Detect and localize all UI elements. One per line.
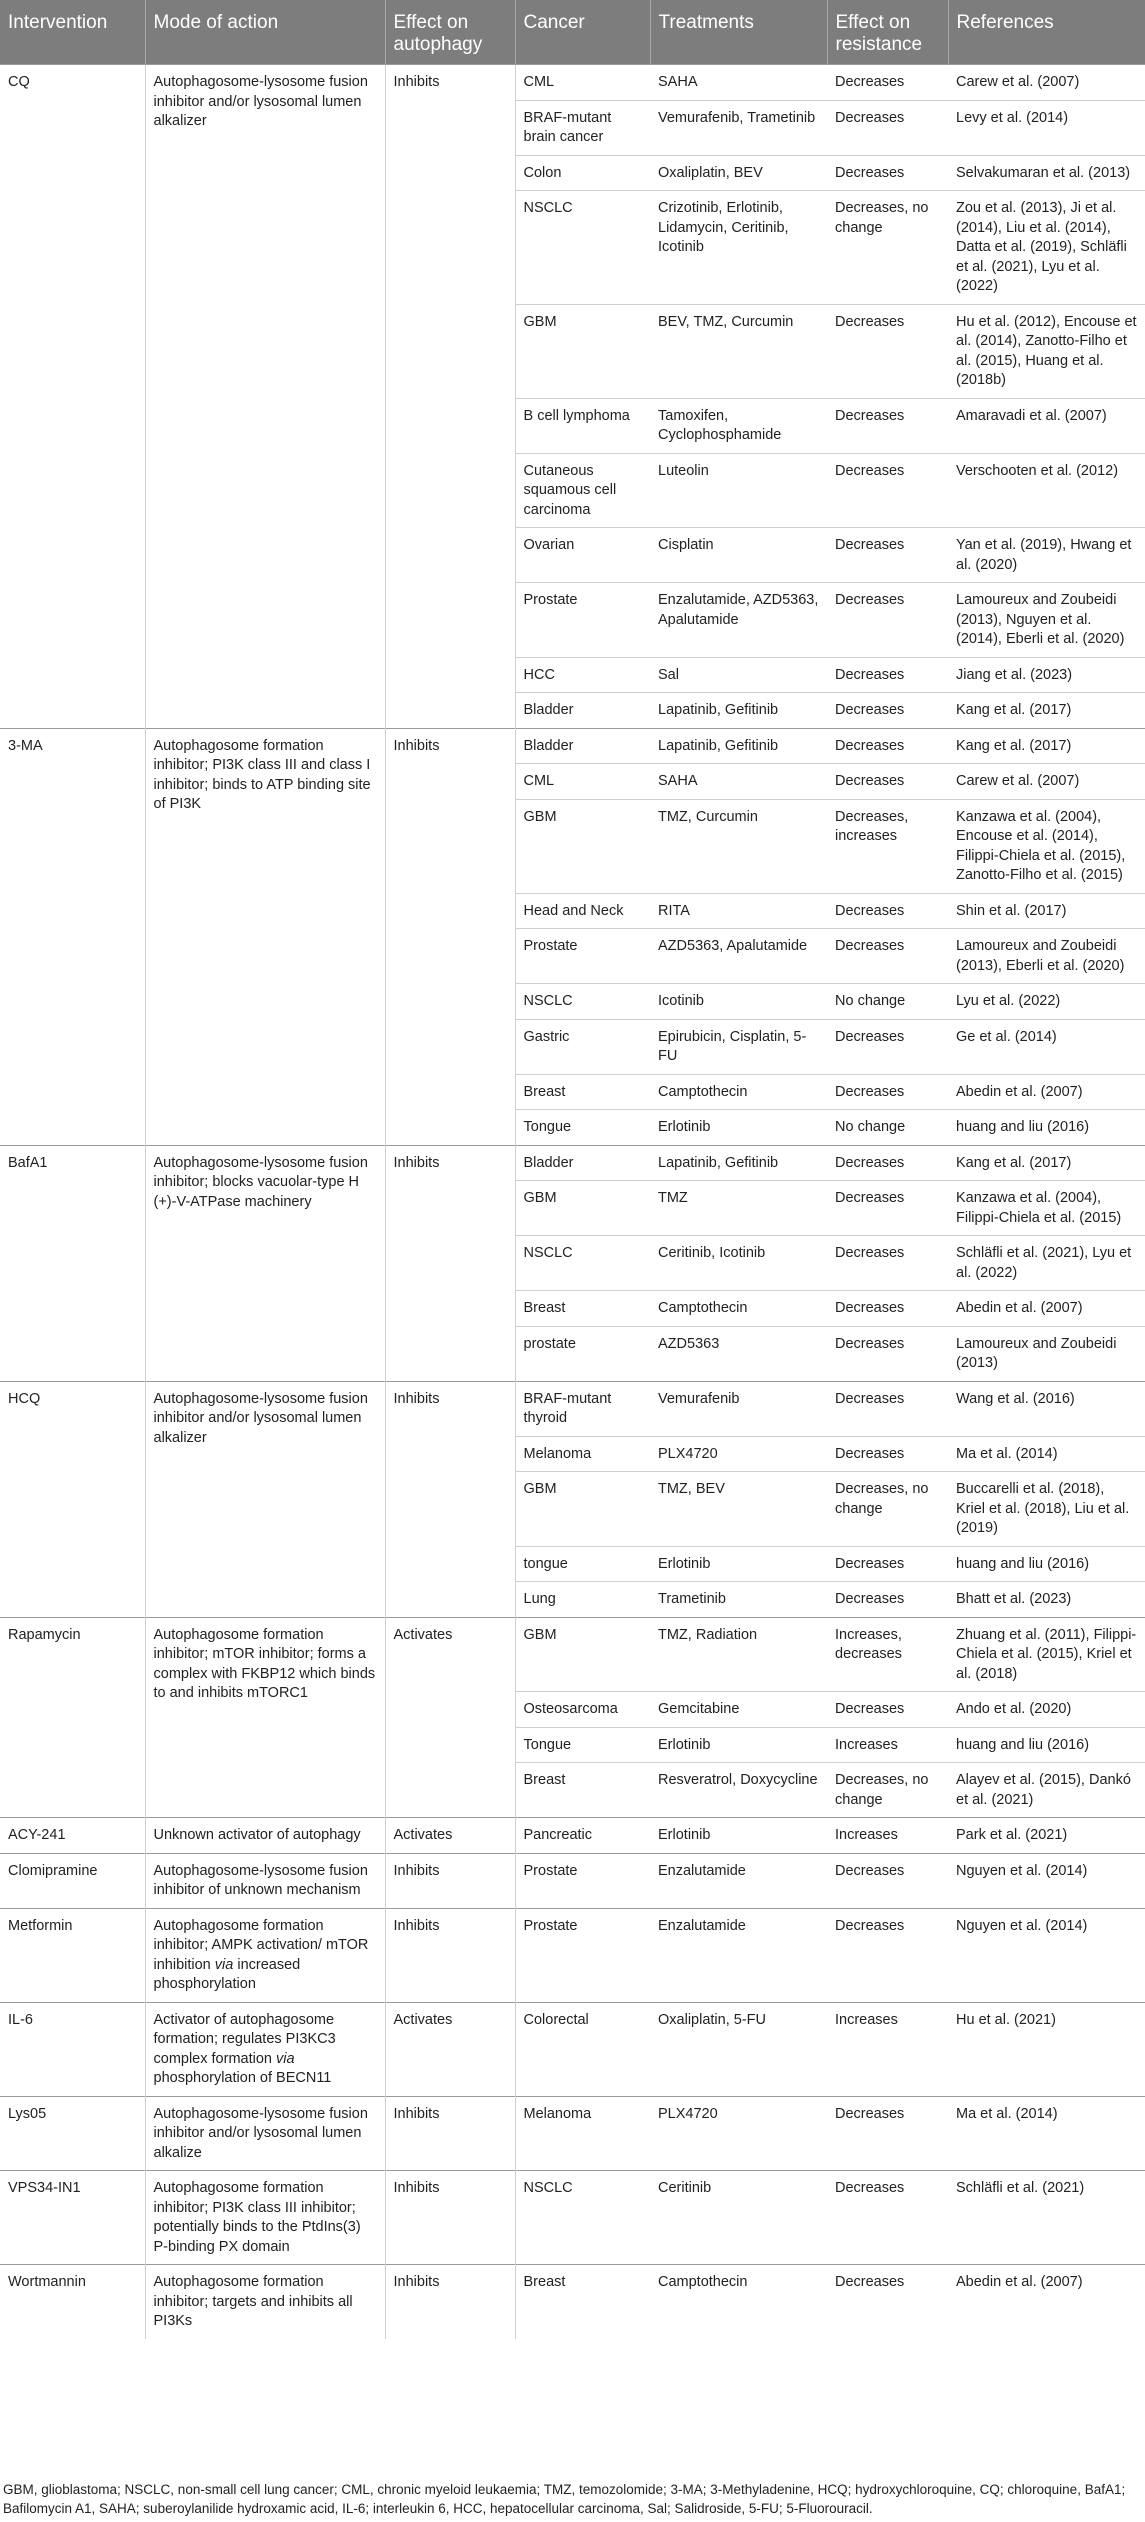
effect-on-resistance-cell: Decreases, no change: [827, 1472, 948, 1547]
effect-on-resistance-cell: Decreases: [827, 929, 948, 984]
table-row: [0, 1908, 1145, 2002]
mode-of-action-cell: Autophagosome formation inhibitor; AMPK activation/ mTOR inhibition via increased phosphorylation: [145, 1908, 385, 2002]
references-cell: Selvakumaran et al. (2013): [948, 155, 1145, 191]
references-cell: Lamoureux and Zoubeidi (2013): [948, 1326, 1145, 1381]
treatments-cell: RITA: [650, 893, 827, 929]
cancer-cell: GBM: [515, 1472, 650, 1547]
treatments-cell: Erlotinib: [650, 1546, 827, 1582]
effect-on-autophagy-cell: Inhibits: [385, 1853, 515, 1908]
treatments-cell: Camptothecin: [650, 1291, 827, 1327]
cancer-cell: Head and Neck: [515, 893, 650, 929]
cancer-cell: NSCLC: [515, 1236, 650, 1291]
effect-on-resistance-cell: Decreases: [827, 304, 948, 398]
references-cell: Schläfli et al. (2021): [948, 2171, 1145, 2265]
effect-on-resistance-cell: Decreases, increases: [827, 799, 948, 893]
effect-on-resistance-cell: Decreases: [827, 155, 948, 191]
intervention-cell: BafA1: [0, 1145, 145, 1381]
cancer-cell: Lung: [515, 1582, 650, 1618]
intervention-cell: Clomipramine: [0, 1853, 145, 1908]
effect-on-resistance-cell: Decreases: [827, 583, 948, 658]
cancer-cell: Tongue: [515, 1110, 650, 1146]
references-cell: Abedin et al. (2007): [948, 1074, 1145, 1110]
treatments-cell: Lapatinib, Gefitinib: [650, 1145, 827, 1181]
intervention-cell: Metformin: [0, 1908, 145, 2002]
effect-on-resistance-cell: Increases: [827, 1818, 948, 1854]
treatments-cell: Icotinib: [650, 984, 827, 1020]
effect-on-resistance-cell: Decreases, no change: [827, 1763, 948, 1818]
references-cell: Ma et al. (2014): [948, 2096, 1145, 2171]
treatments-cell: Cisplatin: [650, 528, 827, 583]
cancer-cell: Colon: [515, 155, 650, 191]
effect-on-autophagy-cell: Inhibits: [385, 1145, 515, 1381]
references-cell: Carew et al. (2007): [948, 65, 1145, 101]
header-references: References: [948, 0, 1145, 65]
effect-on-resistance-cell: Decreases: [827, 1181, 948, 1236]
effect-on-autophagy-cell: Inhibits: [385, 2171, 515, 2265]
references-cell: Hu et al. (2012), Encouse et al. (2014), Zanotto-Filho et al. (2015), Huang et al. (2018b): [948, 304, 1145, 398]
treatments-cell: PLX4720: [650, 1436, 827, 1472]
treatments-cell: PLX4720: [650, 2096, 827, 2171]
cancer-cell: Gastric: [515, 1019, 650, 1074]
intervention-cell: Wortmannin: [0, 2265, 145, 2339]
treatments-cell: TMZ, Radiation: [650, 1617, 827, 1692]
cancer-cell: CML: [515, 65, 650, 101]
treatments-cell: Tamoxifen, Cyclophosphamide: [650, 398, 827, 453]
treatments-cell: AZD5363, Apalutamide: [650, 929, 827, 984]
cancer-cell: tongue: [515, 1546, 650, 1582]
treatments-cell: Erlotinib: [650, 1110, 827, 1146]
treatments-cell: Ceritinib: [650, 2171, 827, 2265]
effect-on-resistance-cell: Decreases: [827, 528, 948, 583]
mode-of-action-cell: Autophagosome-lysosome fusion inhibitor and/or lysosomal lumen alkalizer: [145, 1381, 385, 1617]
treatments-cell: Epirubicin, Cisplatin, 5-FU: [650, 1019, 827, 1074]
table-footnote: GBM, glioblastoma; NSCLC, non-small cell lung cancer; CML, chronic myeloid leukaemia; TMZ, temozolomide; 3-MA; 3-Methyladenine, HCQ; hydroxychloroquine, CQ; chloroquine, BafA1; Bafilomycin A1, SAHA; suberoylanilide hydroxamic acid, IL-6; interleukin 6, HCC, hepatocellular carcinoma, Sal; Salidroside, 5-FU; 5-Fluorouracil.: [3, 2482, 1126, 2516]
cancer-cell: Cutaneous squamous cell carcinoma: [515, 453, 650, 528]
table-row: [0, 1617, 1145, 1692]
cancer-cell: Breast: [515, 2265, 650, 2339]
table-row: [0, 2096, 1145, 2171]
effect-on-autophagy-cell: Inhibits: [385, 728, 515, 1145]
references-cell: Nguyen et al. (2014): [948, 1853, 1145, 1908]
effect-on-autophagy-cell: Activates: [385, 1617, 515, 1818]
references-cell: Carew et al. (2007): [948, 764, 1145, 800]
treatments-cell: Lapatinib, Gefitinib: [650, 693, 827, 729]
cancer-cell: NSCLC: [515, 2171, 650, 2265]
cancer-cell: GBM: [515, 304, 650, 398]
references-cell: huang and liu (2016): [948, 1727, 1145, 1763]
mode-of-action-cell: Unknown activator of autophagy: [145, 1818, 385, 1854]
treatments-cell: SAHA: [650, 65, 827, 101]
mode-of-action-cell: Autophagosome-lysosome fusion inhibitor and/or lysosomal lumen alkalize: [145, 2096, 385, 2171]
cancer-cell: Prostate: [515, 583, 650, 658]
references-cell: Zou et al. (2013), Ji et al. (2014), Liu et al. (2014), Datta et al. (2019), Schläfli et al. (2021), Lyu et al. (2022): [948, 191, 1145, 305]
treatments-cell: Camptothecin: [650, 2265, 827, 2339]
treatments-cell: Luteolin: [650, 453, 827, 528]
header-intervention: Intervention: [0, 0, 145, 65]
references-cell: Bhatt et al. (2023): [948, 1582, 1145, 1618]
treatments-cell: Sal: [650, 657, 827, 693]
effect-on-resistance-cell: Decreases: [827, 1074, 948, 1110]
effect-on-resistance-cell: Decreases: [827, 1236, 948, 1291]
effect-on-autophagy-cell: Activates: [385, 2002, 515, 2096]
references-cell: Hu et al. (2021): [948, 2002, 1145, 2096]
intervention-cell: IL-6: [0, 2002, 145, 2096]
treatments-cell: Oxaliplatin, BEV: [650, 155, 827, 191]
mode-of-action-cell: Autophagosome-lysosome fusion inhibitor; blocks vacuolar-type H (+)-V-ATPase machinery: [145, 1145, 385, 1381]
cancer-cell: Prostate: [515, 929, 650, 984]
effect-on-autophagy-cell: Inhibits: [385, 2265, 515, 2339]
treatments-cell: Vemurafenib, Trametinib: [650, 100, 827, 155]
effect-on-resistance-cell: Decreases: [827, 2265, 948, 2339]
effect-on-resistance-cell: Decreases: [827, 1326, 948, 1381]
effect-on-autophagy-cell: Inhibits: [385, 1908, 515, 2002]
cancer-cell: GBM: [515, 799, 650, 893]
references-cell: Yan et al. (2019), Hwang et al. (2020): [948, 528, 1145, 583]
cancer-cell: GBM: [515, 1181, 650, 1236]
effect-on-resistance-cell: Decreases, no change: [827, 191, 948, 305]
mode-of-action-cell: Autophagosome formation inhibitor; mTOR inhibitor; forms a complex with FKBP12 which binds to and inhibits mTORC1: [145, 1617, 385, 1818]
effect-on-resistance-cell: Decreases: [827, 893, 948, 929]
references-cell: Alayev et al. (2015), Dankó et al. (2021): [948, 1763, 1145, 1818]
effect-on-resistance-cell: Decreases: [827, 1853, 948, 1908]
table-row: [0, 728, 1145, 764]
cancer-cell: B cell lymphoma: [515, 398, 650, 453]
effect-on-autophagy-cell: Activates: [385, 1818, 515, 1854]
treatments-cell: Lapatinib, Gefitinib: [650, 728, 827, 764]
references-cell: Amaravadi et al. (2007): [948, 398, 1145, 453]
effect-on-resistance-cell: Decreases: [827, 100, 948, 155]
treatments-cell: Gemcitabine: [650, 1692, 827, 1728]
treatments-cell: TMZ: [650, 1181, 827, 1236]
references-cell: Jiang et al. (2023): [948, 657, 1145, 693]
effect-on-resistance-cell: Decreases: [827, 1019, 948, 1074]
references-cell: Abedin et al. (2007): [948, 2265, 1145, 2339]
mode-of-action-cell: Autophagosome formation inhibitor; PI3K class III inhibitor; potentially binds to the PtdIns(3) P-binding PX domain: [145, 2171, 385, 2265]
cancer-cell: Melanoma: [515, 2096, 650, 2171]
effect-on-resistance-cell: Decreases: [827, 453, 948, 528]
references-cell: Verschooten et al. (2012): [948, 453, 1145, 528]
cancer-cell: Osteosarcoma: [515, 1692, 650, 1728]
treatments-cell: SAHA: [650, 764, 827, 800]
references-cell: Abedin et al. (2007): [948, 1291, 1145, 1327]
references-cell: Ando et al. (2020): [948, 1692, 1145, 1728]
references-cell: Kang et al. (2017): [948, 728, 1145, 764]
table-row: [0, 1381, 1145, 1436]
references-cell: Kanzawa et al. (2004), Filippi-Chiela et al. (2015): [948, 1181, 1145, 1236]
references-cell: Lamoureux and Zoubeidi (2013), Nguyen et al. (2014), Eberli et al. (2020): [948, 583, 1145, 658]
effect-on-resistance-cell: Increases, decreases: [827, 1617, 948, 1692]
cancer-cell: Pancreatic: [515, 1818, 650, 1854]
references-cell: Wang et al. (2016): [948, 1381, 1145, 1436]
cancer-cell: NSCLC: [515, 984, 650, 1020]
treatments-cell: Camptothecin: [650, 1074, 827, 1110]
effect-on-resistance-cell: Decreases: [827, 1546, 948, 1582]
treatments-cell: TMZ, Curcumin: [650, 799, 827, 893]
header-row: [0, 0, 1145, 65]
effect-on-resistance-cell: Decreases: [827, 1692, 948, 1728]
table-row: [0, 1145, 1145, 1181]
effect-on-resistance-cell: Decreases: [827, 65, 948, 101]
treatments-cell: Enzalutamide, AZD5363, Apalutamide: [650, 583, 827, 658]
cancer-cell: Tongue: [515, 1727, 650, 1763]
references-cell: Park et al. (2021): [948, 1818, 1145, 1854]
cancer-cell: Colorectal: [515, 2002, 650, 2096]
treatments-cell: AZD5363: [650, 1326, 827, 1381]
cancer-cell: Bladder: [515, 728, 650, 764]
references-cell: Zhuang et al. (2011), Filippi-Chiela et al. (2015), Kriel et al. (2018): [948, 1617, 1145, 1692]
cancer-cell: BRAF-mutant brain cancer: [515, 100, 650, 155]
cancer-cell: Breast: [515, 1074, 650, 1110]
table-body: [0, 65, 1145, 2339]
effect-on-resistance-cell: Decreases: [827, 1381, 948, 1436]
mode-of-action-cell: Activator of autophagosome formation; regulates PI3KC3 complex formation via phosphorylation of BECN11: [145, 2002, 385, 2096]
intervention-cell: ACY-241: [0, 1818, 145, 1854]
references-cell: huang and liu (2016): [948, 1546, 1145, 1582]
effect-on-resistance-cell: Increases: [827, 1727, 948, 1763]
header-effect-on-autophagy: Effect on autophagy: [385, 0, 515, 65]
header-effect-on-resistance: Effect on resistance: [827, 0, 948, 65]
table-row: [0, 2002, 1145, 2096]
references-cell: Kang et al. (2017): [948, 693, 1145, 729]
cancer-cell: Ovarian: [515, 528, 650, 583]
intervention-cell: HCQ: [0, 1381, 145, 1617]
treatments-cell: Enzalutamide: [650, 1908, 827, 2002]
cancer-cell: NSCLC: [515, 191, 650, 305]
cancer-cell: BRAF-mutant thyroid: [515, 1381, 650, 1436]
cancer-cell: GBM: [515, 1617, 650, 1692]
references-cell: huang and liu (2016): [948, 1110, 1145, 1146]
treatments-cell: Crizotinib, Erlotinib, Lidamycin, Ceritinib, Icotinib: [650, 191, 827, 305]
effect-on-resistance-cell: Decreases: [827, 1436, 948, 1472]
effect-on-resistance-cell: Decreases: [827, 1291, 948, 1327]
effect-on-resistance-cell: Decreases: [827, 398, 948, 453]
treatments-cell: Erlotinib: [650, 1727, 827, 1763]
treatments-cell: BEV, TMZ, Curcumin: [650, 304, 827, 398]
cancer-cell: Breast: [515, 1291, 650, 1327]
cancer-cell: Bladder: [515, 1145, 650, 1181]
table-header: [0, 0, 1145, 65]
mode-of-action-cell: Autophagosome-lysosome fusion inhibitor of unknown mechanism: [145, 1853, 385, 1908]
references-cell: Lamoureux and Zoubeidi (2013), Eberli et al. (2020): [948, 929, 1145, 984]
effect-on-autophagy-cell: Inhibits: [385, 1381, 515, 1617]
references-cell: Lyu et al. (2022): [948, 984, 1145, 1020]
treatments-cell: TMZ, BEV: [650, 1472, 827, 1547]
mode-of-action-cell: Autophagosome formation inhibitor; PI3K class III and class I inhibitor; binds to ATP binding site of PI3K: [145, 728, 385, 1145]
effect-on-resistance-cell: Decreases: [827, 764, 948, 800]
header-cancer: Cancer: [515, 0, 650, 65]
cancer-cell: CML: [515, 764, 650, 800]
references-cell: Ge et al. (2014): [948, 1019, 1145, 1074]
effect-on-resistance-cell: Decreases: [827, 2171, 948, 2265]
references-cell: Nguyen et al. (2014): [948, 1908, 1145, 2002]
intervention-cell: VPS34-IN1: [0, 2171, 145, 2265]
treatments-cell: Trametinib: [650, 1582, 827, 1618]
references-cell: Buccarelli et al. (2018), Kriel et al. (2018), Liu et al. (2019): [948, 1472, 1145, 1547]
effect-on-resistance-cell: Decreases: [827, 1582, 948, 1618]
intervention-cell: 3-MA: [0, 728, 145, 1145]
references-cell: Kang et al. (2017): [948, 1145, 1145, 1181]
intervention-cell: Rapamycin: [0, 1617, 145, 1818]
cancer-cell: Prostate: [515, 1853, 650, 1908]
mode-of-action-cell: Autophagosome-lysosome fusion inhibitor and/or lysosomal lumen alkalizer: [145, 65, 385, 729]
cancer-cell: prostate: [515, 1326, 650, 1381]
intervention-cell: CQ: [0, 65, 145, 729]
table-row: [0, 2265, 1145, 2339]
references-cell: Levy et al. (2014): [948, 100, 1145, 155]
references-cell: Kanzawa et al. (2004), Encouse et al. (2014), Filippi-Chiela et al. (2015), Zanotto-Filho et al. (2015): [948, 799, 1145, 893]
header-treatments: Treatments: [650, 0, 827, 65]
effect-on-resistance-cell: Decreases: [827, 1145, 948, 1181]
references-cell: Schläfli et al. (2021), Lyu et al. (2022): [948, 1236, 1145, 1291]
effect-on-resistance-cell: Decreases: [827, 2096, 948, 2171]
table-row: [0, 1853, 1145, 1908]
references-cell: Ma et al. (2014): [948, 1436, 1145, 1472]
effect-on-resistance-cell: Decreases: [827, 657, 948, 693]
mode-of-action-cell: Autophagosome formation inhibitor; targets and inhibits all PI3Ks: [145, 2265, 385, 2339]
treatments-cell: Enzalutamide: [650, 1853, 827, 1908]
header-mode-of-action: Mode of action: [145, 0, 385, 65]
effect-on-resistance-cell: Increases: [827, 2002, 948, 2096]
effect-on-resistance-cell: No change: [827, 984, 948, 1020]
effect-on-resistance-cell: Decreases: [827, 728, 948, 764]
treatments-cell: Ceritinib, Icotinib: [650, 1236, 827, 1291]
effect-on-resistance-cell: Decreases: [827, 1908, 948, 2002]
treatments-cell: Erlotinib: [650, 1818, 827, 1854]
treatments-cell: Vemurafenib: [650, 1381, 827, 1436]
treatments-cell: Resveratrol, Doxycycline: [650, 1763, 827, 1818]
cancer-cell: Breast: [515, 1763, 650, 1818]
treatments-cell: Oxaliplatin, 5-FU: [650, 2002, 827, 2096]
intervention-cell: Lys05: [0, 2096, 145, 2171]
effect-on-autophagy-cell: Inhibits: [385, 65, 515, 729]
table-row: [0, 1818, 1145, 1854]
cancer-cell: Prostate: [515, 1908, 650, 2002]
effect-on-resistance-cell: Decreases: [827, 693, 948, 729]
references-cell: Shin et al. (2017): [948, 893, 1145, 929]
table-row: [0, 65, 1145, 101]
cancer-cell: Melanoma: [515, 1436, 650, 1472]
cancer-cell: HCC: [515, 657, 650, 693]
table-row: [0, 2171, 1145, 2265]
cancer-cell: Bladder: [515, 693, 650, 729]
effect-on-resistance-cell: No change: [827, 1110, 948, 1146]
effect-on-autophagy-cell: Inhibits: [385, 2096, 515, 2171]
